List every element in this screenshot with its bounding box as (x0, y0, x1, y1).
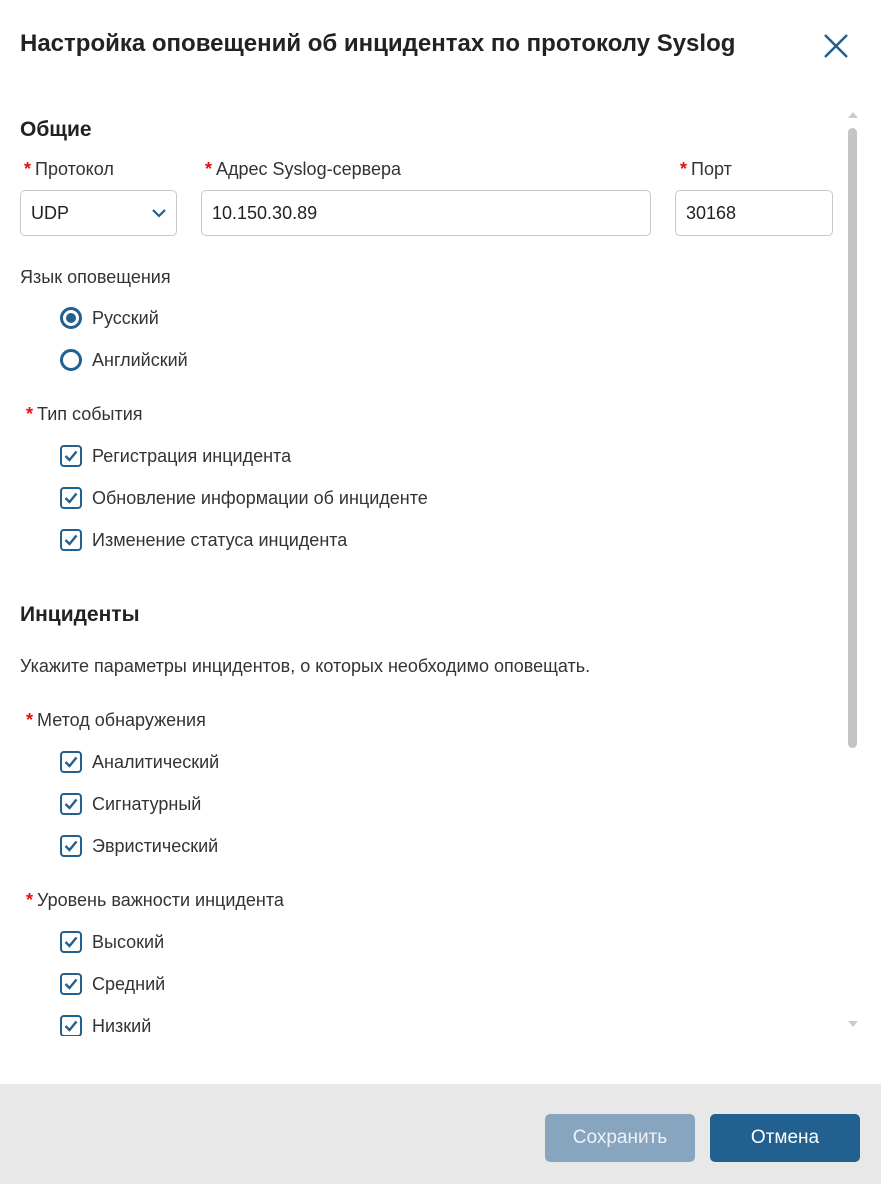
option-label: Английский (92, 349, 188, 370)
checkbox-checked-icon (60, 835, 82, 857)
radio-russian[interactable] (60, 307, 159, 329)
option-label: Уровень важности инцидента (37, 890, 284, 910)
language-label: Язык оповещения (20, 267, 171, 287)
dialog-body[interactable] (0, 100, 881, 1036)
checkbox-checked-icon (60, 973, 82, 995)
option-label: Адрес Syslog-сервера (216, 159, 401, 179)
checkbox-checked-icon (60, 1015, 82, 1036)
server-label (205, 159, 401, 180)
option-label: Аналитический (92, 751, 220, 772)
checkbox-registration[interactable] (60, 445, 291, 467)
option-label: Регистрация инцидента (92, 445, 292, 466)
radio-selected-icon (60, 307, 82, 329)
checkbox-signature[interactable] (60, 793, 201, 815)
save-button[interactable]: Сохранить (545, 1114, 695, 1162)
chevron-down-icon (152, 208, 166, 218)
option-label: Изменение статуса инцидента (92, 529, 348, 550)
required-asterisk-icon: * (26, 890, 34, 910)
dialog-title: Настройка оповещений об инцидентах по протоколу Syslog (20, 30, 736, 57)
option-label: Тип события (37, 404, 143, 424)
option-label: Эвристический (92, 835, 219, 856)
required-asterisk-icon: * (26, 710, 34, 730)
required-asterisk-icon: * (26, 404, 34, 424)
server-address-input[interactable]: 10.150.30.89 (201, 190, 651, 236)
option-label: Низкий (92, 1015, 152, 1036)
checkbox-checked-icon (60, 529, 82, 551)
checkbox-checked-icon (60, 931, 82, 953)
option-label: Метод обнаружения (37, 710, 206, 730)
checkbox-status-change[interactable] (60, 529, 347, 551)
section-incidents-heading: Инциденты (20, 603, 140, 626)
cancel-button[interactable]: Отмена (710, 1114, 860, 1162)
required-asterisk-icon: * (24, 159, 32, 179)
checkbox-checked-icon (60, 487, 82, 509)
option-label: Обновление информации об инциденте (92, 487, 428, 508)
protocol-select[interactable] (20, 190, 177, 236)
checkbox-checked-icon (60, 793, 82, 815)
checkbox-checked-icon (60, 445, 82, 467)
option-label: Сигнатурный (92, 793, 202, 814)
detection-method-label (26, 710, 206, 731)
scroll-up-icon[interactable] (848, 112, 858, 118)
checkbox-checked-icon (60, 751, 82, 773)
checkbox-high[interactable] (60, 931, 164, 953)
option-label: Протокол (35, 159, 114, 179)
event-type-label (26, 404, 143, 425)
close-icon[interactable] (820, 30, 852, 62)
checkbox-medium[interactable] (60, 973, 165, 995)
radio-icon (60, 349, 82, 371)
port-input[interactable]: 30168 (675, 190, 833, 236)
severity-label (26, 890, 284, 911)
protocol-label (24, 159, 114, 180)
option-label: Русский (92, 307, 159, 328)
checkbox-analytic[interactable] (60, 751, 219, 773)
scrollbar-thumb[interactable] (848, 128, 857, 748)
incidents-description: Укажите параметры инцидентов, о которых необходимо оповещать. (20, 656, 591, 676)
checkbox-low[interactable] (60, 1015, 151, 1036)
radio-english[interactable] (60, 349, 188, 371)
port-label (680, 159, 732, 180)
option-label: Высокий (92, 931, 165, 952)
option-label: Средний (92, 973, 166, 994)
checkbox-heuristic[interactable] (60, 835, 218, 857)
scroll-down-icon[interactable] (848, 1021, 858, 1027)
option-label: Порт (691, 159, 732, 179)
protocol-value: UDP (31, 202, 70, 223)
required-asterisk-icon: * (680, 159, 688, 179)
section-general-heading: Общие (20, 118, 92, 141)
required-asterisk-icon: * (205, 159, 213, 179)
checkbox-update[interactable] (60, 487, 428, 509)
